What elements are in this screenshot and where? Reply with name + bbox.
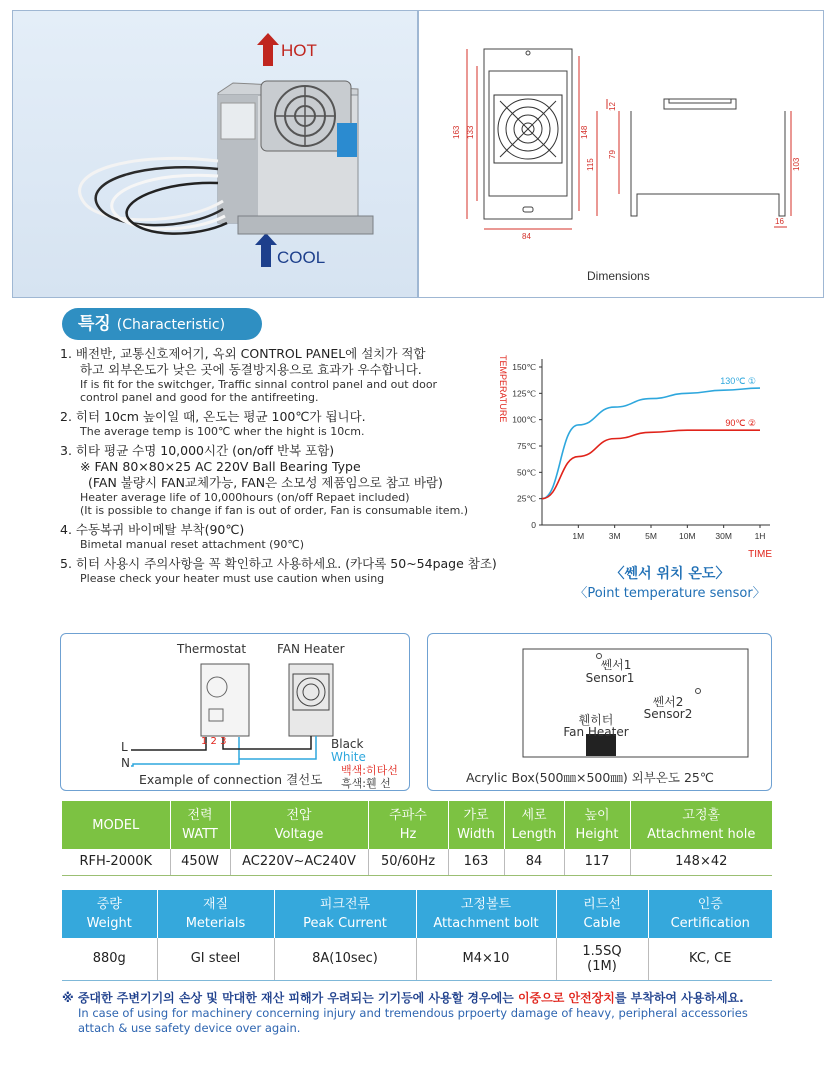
fan-heater-ko: 휀히터 bbox=[578, 713, 614, 727]
char-1-en2: control panel and good for the antifreeting. bbox=[80, 391, 319, 404]
warning-ko: ※ 중대한 주변기기의 손상 및 막대한 재산 피해가 우려되는 기기등에 사용할 경우에는 이중으로 안전장치를 부착하여 사용하세요. bbox=[62, 991, 744, 1005]
product-photo bbox=[13, 11, 419, 299]
characteristic-title-ko: 특징 bbox=[78, 314, 111, 334]
th-peak-current: 피크전류 Peak Current bbox=[274, 890, 416, 938]
th-model: MODEL bbox=[62, 801, 170, 849]
sensor2-ko: 쎈서2 bbox=[652, 695, 684, 709]
char-item-5 bbox=[60, 556, 500, 585]
product-photo-panel bbox=[12, 10, 418, 298]
series-label-2: 90℃ ② bbox=[725, 418, 756, 429]
characteristic-title-en: (Characteristic) bbox=[116, 317, 226, 333]
cool-label: COOL bbox=[277, 248, 326, 267]
x-tick-label: 1H bbox=[754, 531, 766, 541]
th-attachment-bolt: 고정볼트 Attachment bolt bbox=[416, 890, 556, 938]
char-1-ko1: 1. 배전반, 교통신호제어기, 옥외 CONTROL PANEL에 설치가 적합 bbox=[60, 346, 426, 361]
legend-black: 흑색:휀 선 bbox=[341, 777, 391, 790]
hot-arrow-icon bbox=[257, 33, 279, 66]
x-tick-label: 3M bbox=[608, 531, 621, 541]
char-item-1 bbox=[60, 346, 500, 404]
th-length: 세로 Length bbox=[504, 801, 564, 849]
dimensions-panel bbox=[418, 10, 824, 298]
spec-table-1 bbox=[62, 801, 772, 876]
chart-caption-en: 〈Point temperature sensor〉 bbox=[574, 586, 766, 601]
terminal-numbers: 1 2 3 bbox=[201, 736, 227, 747]
dim-side-mid: 79 bbox=[608, 150, 617, 159]
cell-width: 163 bbox=[448, 849, 504, 875]
dim-front-total: 163 bbox=[452, 125, 461, 139]
connection-caption: Example of connection 결선도 bbox=[139, 772, 323, 787]
th-cable: 리드선 Cable bbox=[556, 890, 648, 938]
thermostat-label: Thermostat bbox=[177, 642, 247, 656]
warning-en: In case of using for machinery concerning injury and tremendous prpoerty damage of heavy, peripheral accessories attach & use safety device over again. bbox=[78, 1006, 748, 1035]
th-attachment-hole: 고정홀 Attachment hole bbox=[630, 801, 772, 849]
spec-table-1-header bbox=[62, 801, 772, 849]
black-wire-label: Black bbox=[331, 737, 364, 751]
warning-highlight: 이중으로 안전장치 bbox=[517, 991, 615, 1005]
cell-weight: 880g bbox=[62, 938, 157, 980]
char-4-en1: Bimetal manual reset attachment (90℃) bbox=[80, 538, 305, 551]
y-tick-label: 75℃ bbox=[516, 441, 536, 451]
dimension-drawing bbox=[419, 11, 825, 299]
table-row bbox=[62, 849, 772, 875]
x-tick-label: 10M bbox=[679, 531, 696, 541]
dim-side-total: 115 bbox=[586, 158, 595, 171]
fan-heater-label: FAN Heater bbox=[277, 642, 345, 656]
cell-attachment-hole: 148×42 bbox=[630, 849, 772, 875]
cell-length: 84 bbox=[504, 849, 564, 875]
series-line-2 bbox=[542, 430, 760, 498]
char-3-ko1: 3. 히타 평균 수명 10,000시간 (on/off 반복 포함) bbox=[60, 443, 335, 458]
y-tick-label: 100℃ bbox=[512, 414, 536, 425]
y-tick-label: 150℃ bbox=[512, 362, 536, 372]
char-2-en1: The average temp is 100℃ wher the hight is 10cm. bbox=[80, 425, 365, 438]
dim-front-right: 148 bbox=[580, 125, 589, 139]
x-tick-label: 1M bbox=[572, 531, 585, 541]
legend-white: 백색:히타선 bbox=[341, 764, 398, 777]
char-1-en1: If is fit for the switchger, Traffic sinnal control panel and out door bbox=[80, 378, 438, 391]
char-5-ko1: 5. 히터 사용시 주의사항을 꼭 확인하고 사용하세요. (카다록 50~54page 참조) bbox=[60, 556, 497, 571]
dim-side-foot: 16 bbox=[775, 217, 784, 226]
x-tick-label: 30M bbox=[715, 531, 732, 541]
x-tick-label: 5M bbox=[645, 531, 657, 541]
acrylic-caption: Acrylic Box(500㎜×500㎜) 외부온도 25℃ bbox=[466, 770, 714, 785]
y-tick-label: 50℃ bbox=[516, 467, 536, 478]
dim-front-width: 84 bbox=[522, 232, 531, 241]
cell-cable: 1.5SQ (1M) bbox=[556, 938, 648, 980]
sensor1-ko: 쎈서1 bbox=[600, 658, 632, 672]
cell-model: RFH-2000K bbox=[62, 849, 170, 875]
cell-peak-current: 8A(10sec) bbox=[274, 938, 416, 980]
l-label: L bbox=[121, 740, 128, 754]
dim-side-right: 103 bbox=[792, 157, 801, 171]
cell-watt: 450W bbox=[170, 849, 230, 875]
dim-side-top: 12 bbox=[608, 102, 617, 111]
series-label-1: 130℃ ① bbox=[720, 376, 756, 387]
th-watt: 전력 WATT bbox=[170, 801, 230, 849]
acrylic-box-diagram bbox=[427, 633, 772, 791]
sensor1-en: Sensor1 bbox=[585, 671, 635, 685]
cool-arrow-icon bbox=[255, 233, 277, 267]
chart-caption-ko: 〈쎈서 위치 온도〉 bbox=[610, 566, 730, 582]
th-height: 높이 Height bbox=[564, 801, 630, 849]
y-axis-label: TEMPERATURE bbox=[498, 355, 508, 423]
y-tick-label: 25℃ bbox=[516, 493, 536, 504]
cell-certification: KC, CE bbox=[648, 938, 772, 980]
white-wire-label: White bbox=[331, 750, 366, 764]
char-5-en1: Please check your heater must use caution when using bbox=[80, 572, 385, 585]
cell-voltage: AC220V~AC240V bbox=[230, 849, 368, 875]
char-4-ko1: 4. 수동복귀 바이메탈 부착(90℃) bbox=[60, 522, 245, 537]
cell-hz: 50/60Hz bbox=[368, 849, 448, 875]
char-item-3 bbox=[60, 443, 500, 517]
char-item-4 bbox=[60, 522, 500, 551]
dimensions-caption: Dimensions bbox=[587, 269, 650, 283]
series-line-1 bbox=[542, 388, 760, 499]
characteristic-list bbox=[60, 346, 500, 590]
char-3-ko2: ※ FAN 80×80×25 AC 220V Ball Bearing Type bbox=[80, 459, 361, 474]
table-row bbox=[62, 938, 772, 980]
char-3-en1: Heater average life of 10,000hours (on/off Repaet included) bbox=[80, 491, 410, 504]
cell-material: GI steel bbox=[157, 938, 274, 980]
char-item-2 bbox=[60, 409, 500, 438]
y-tick-label: 125℃ bbox=[512, 388, 536, 399]
sensor2-en: Sensor2 bbox=[643, 707, 693, 721]
dim-front-inner: 133 bbox=[466, 125, 475, 139]
connection-diagram bbox=[60, 633, 410, 791]
th-certification: 인증 Certification bbox=[648, 890, 772, 938]
char-1-ko2: 하고 외부온도가 낮은 곳에 동결방지용으로 효과가 우수합니다. bbox=[80, 362, 422, 377]
x-axis-label: TIME bbox=[748, 549, 772, 560]
th-voltage: 전압 Voltage bbox=[230, 801, 368, 849]
fan-heater-en: Fan Heater bbox=[563, 725, 629, 739]
char-2-ko1: 2. 히터 10cm 높이일 때, 온도는 평균 100℃가 됩니다. bbox=[60, 409, 366, 424]
hot-label: HOT bbox=[281, 41, 317, 60]
characteristic-title bbox=[62, 308, 262, 340]
n-label: N bbox=[121, 756, 130, 770]
th-width: 가로 Width bbox=[448, 801, 504, 849]
spec-table-2 bbox=[62, 890, 772, 981]
th-hz: 주파수 Hz bbox=[368, 801, 448, 849]
chart-svg bbox=[490, 345, 820, 560]
y-tick-label: 0 bbox=[531, 520, 536, 530]
th-material: 재질 Meterials bbox=[157, 890, 274, 938]
th-weight: 중량 Weight bbox=[62, 890, 157, 938]
char-3-ko3: (FAN 불량시 FAN교체가능, FAN은 소모성 제품임으로 참고 바람) bbox=[88, 475, 443, 490]
char-3-en2: (It is possible to change if fan is out of order, Fan is consumable item.) bbox=[80, 504, 469, 517]
cell-height: 117 bbox=[564, 849, 630, 875]
cell-attachment-bolt: M4×10 bbox=[416, 938, 556, 980]
spec-table-2-header bbox=[62, 890, 772, 938]
